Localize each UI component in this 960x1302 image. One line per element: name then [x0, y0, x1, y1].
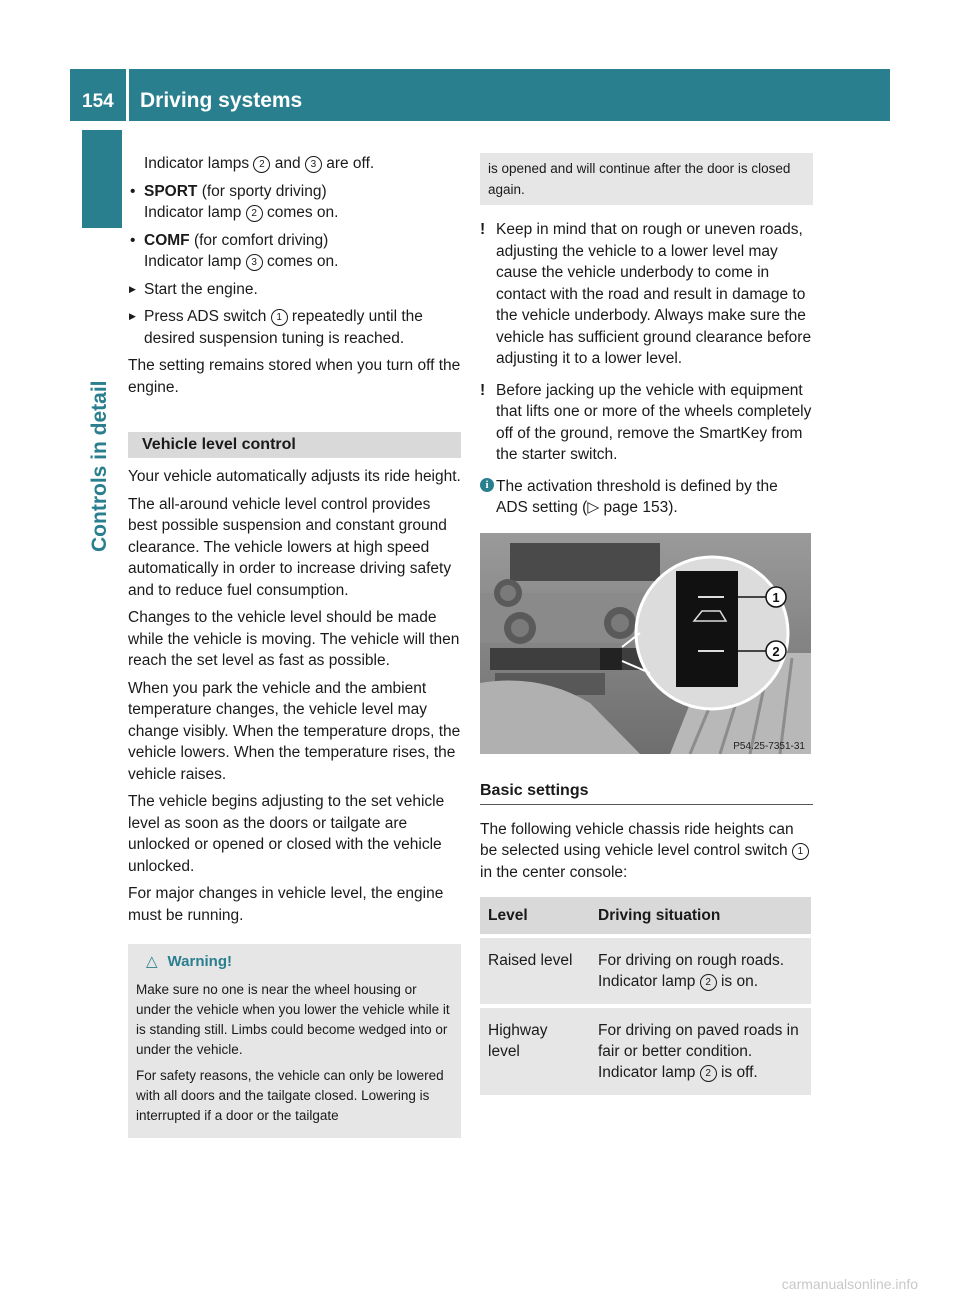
warning-continuation: is opened and will continue after the door is closed again.: [480, 153, 813, 205]
callout-2-label: 2: [772, 643, 780, 659]
console-illustration: [480, 533, 811, 754]
callout-1: 1: [271, 309, 288, 326]
sport-desc: (for sporty driving): [197, 182, 327, 200]
paragraph: The all-around vehicle level control provides best possible suspension and constant ground clearance. The vehicle lowers at high speed automatically in order to increase driving safety and to reduce fuel consumption.: [128, 495, 452, 599]
callout-2: 2: [246, 205, 263, 222]
callout-2: 2: [700, 1065, 717, 1082]
header-divider: [126, 69, 129, 121]
warning-paragraph: Make sure no one is near the wheel housing or under the vehicle when you lower the vehicle while it is standing still. Limbs could become wedged into or under the vehicle.: [136, 982, 450, 1057]
note-text: The activation threshold is defined by the ADS setting (: [496, 477, 778, 516]
watermark: carmanualsonline.info: [781, 1276, 918, 1292]
table-row: [480, 936, 811, 1006]
sport-label: SPORT: [144, 182, 198, 200]
text: comes on.: [262, 253, 339, 270]
figure-code: P54.25-7351-31: [733, 740, 805, 752]
callout-3: 3: [246, 254, 263, 271]
left-column: [128, 153, 461, 1138]
exclamation-icon: !: [480, 221, 486, 238]
note-text: Before jacking up the vehicle with equipment that lifts one or more of the wheels completely off of the ground, remove the SmartKey from the starter switch.: [496, 381, 812, 463]
level-cell: Highway level: [480, 1006, 590, 1095]
paragraph: When you park the vehicle and the ambient temperature changes, the vehicle level may change visibly. When the temperature drops, the vehicle lowers. When the temperature rises, the vehicle raises.: [128, 679, 461, 783]
comf-label: COMF: [144, 231, 190, 249]
step-press-ads: [128, 306, 461, 349]
comf-desc: (for comfort driving): [189, 231, 329, 249]
warning-paragraph: For safety reasons, the vehicle can only be lowered with all doors and the tailgate closed. Lowering is interrupted if a door or the tailgate: [136, 1068, 444, 1123]
side-tab-block: [82, 130, 122, 228]
warning-title: [136, 952, 453, 972]
right-column: [480, 153, 813, 1095]
info-icon: i: [480, 478, 494, 492]
paragraph: Changes to the vehicle level should be made while the vehicle is moving. The vehicle will then reach the set level as fast as possible.: [128, 609, 460, 669]
side-tab-label: Controls in detail: [88, 380, 111, 552]
paragraph: For major changes in vehicle level, the engine must be running.: [128, 885, 444, 924]
text: Indicator lamp: [144, 253, 246, 270]
note-text: ).: [668, 499, 678, 516]
page-number: 154: [82, 91, 114, 112]
info-note: [480, 476, 813, 519]
sport-bullet: [128, 181, 461, 224]
table-header-row: [480, 897, 811, 936]
text: are off.: [321, 155, 375, 172]
step-start-engine: ▶ Start the engine.: [128, 279, 461, 301]
caution-note: [480, 380, 813, 466]
level-cell: Raised level: [480, 936, 590, 1006]
comf-bullet: [128, 230, 461, 273]
text: and: [270, 155, 305, 172]
level-table: [480, 897, 811, 1095]
page-title: Driving systems: [140, 89, 303, 112]
table-intro: [480, 819, 813, 884]
text: For driving on rough roads. Indicator lamp: [598, 952, 785, 990]
text: Indicator lamp: [144, 204, 246, 221]
text: For driving on paved roads in fair or better condition. Indicator lamp: [598, 1022, 799, 1081]
warning-triangle-icon: △: [146, 953, 158, 970]
text: The following vehicle chassis ride heights can be selected using vehicle level control switch: [480, 820, 794, 859]
text: comes on.: [262, 204, 339, 221]
callout-2: 2: [700, 974, 717, 991]
paragraph: Your vehicle automatically adjusts its ride height.: [128, 468, 461, 485]
situation-cell: [590, 936, 811, 1006]
paragraph: The vehicle begins adjusting to the set vehicle level as soon as the doors or tailgate are unlocked or opened or closed with the vehicle unlocked.: [128, 793, 445, 875]
callout-1: 1: [792, 843, 809, 860]
text: repeatedly until the desired suspension tuning is reached.: [144, 308, 423, 347]
section-title: Vehicle level control: [128, 432, 461, 458]
basic-settings-heading: Basic settings: [480, 782, 813, 805]
page-reference: ▷ page 153: [587, 499, 669, 516]
stored-paragraph: The setting remains stored when you turn off the engine.: [128, 357, 461, 396]
warning-box: [128, 944, 461, 1138]
column-header: Level: [480, 897, 590, 936]
text: in the center console:: [480, 863, 628, 881]
indicators-off-paragraph: [128, 153, 461, 175]
caution-note: [480, 219, 813, 370]
table-row: [480, 1006, 811, 1095]
exclamation-icon: !: [480, 381, 486, 399]
situation-cell: [590, 1006, 811, 1095]
callout-1-label: 1: [772, 589, 780, 605]
column-header: Driving situation: [590, 897, 811, 936]
callout-2: 2: [253, 156, 270, 173]
console-photo: [480, 533, 811, 754]
text: is off.: [716, 1064, 758, 1081]
text: Press ADS switch: [144, 308, 271, 325]
note-text: Keep in mind that on rough or uneven roads, adjusting the vehicle to a lower level may cause the vehicle underbody to come in contact with the road and result in damage to the vehicle underbody. Always make sure the vehicle has sufficient ground clearance before adjusting it to a lower level.: [496, 221, 812, 367]
warning-title-text: Warning!: [167, 953, 232, 970]
text: is on.: [716, 973, 759, 990]
text: Indicator lamps: [144, 155, 254, 172]
callout-3: 3: [305, 156, 322, 173]
